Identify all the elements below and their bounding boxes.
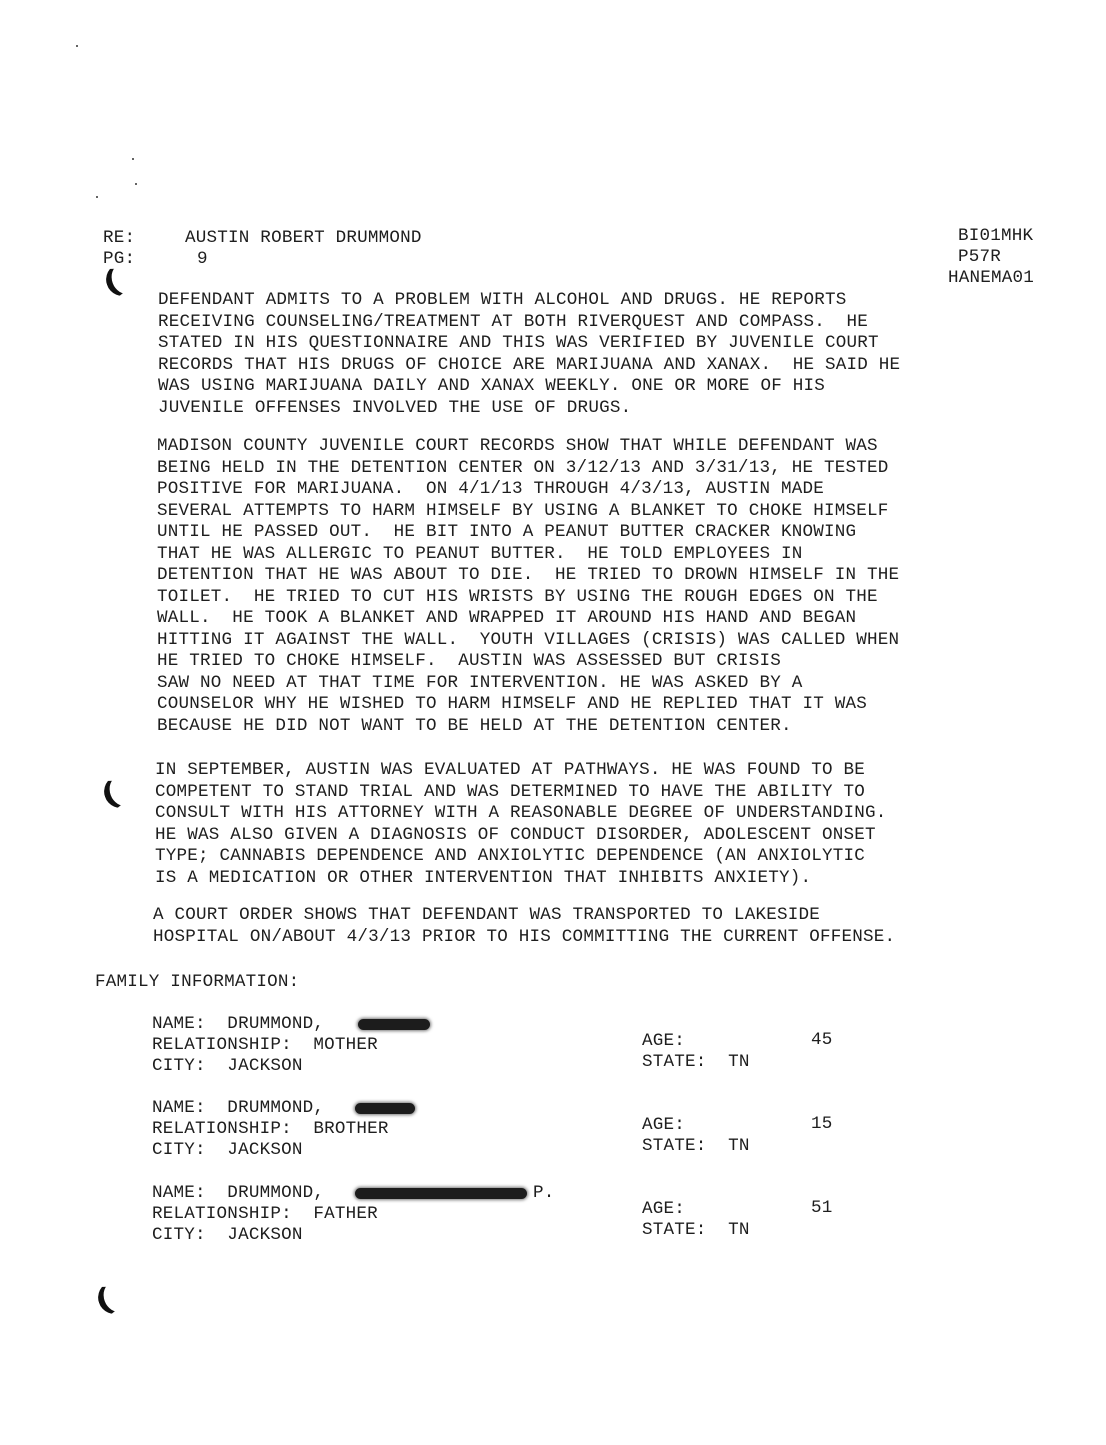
text-line: DEFENDANT ADMITS TO A PROBLEM WITH ALCOHOL AND DRUGS. HE REPORTS: [158, 290, 847, 310]
punch-hole-mark: [93, 1275, 138, 1319]
member-city: CITY: JACKSON: [152, 1056, 303, 1076]
text-line: BECAUSE HE DID NOT WANT TO BE HELD AT THE DETENTION CENTER.: [157, 715, 792, 736]
member-name-suffix: P.: [533, 1183, 555, 1203]
text-line: HITTING IT AGAINST THE WALL. YOUTH VILLAGES (CRISIS) WAS CALLED WHEN: [157, 629, 900, 650]
member-name: NAME: DRUMMOND,: [152, 1183, 325, 1203]
case-code-2: P57R: [958, 247, 1002, 267]
member-state: STATE: TN: [642, 1052, 750, 1072]
member-age: 45: [811, 1030, 833, 1050]
member-relationship: RELATIONSHIP: FATHER: [152, 1204, 378, 1224]
text-line: SAW NO NEED AT THAT TIME FOR INTERVENTION. HE WAS ASKED BY A: [157, 672, 803, 693]
text-line: TOILET. HE TRIED TO CUT HIS WRISTS BY USING THE ROUGH EDGES ON THE: [157, 586, 878, 607]
page-number: 9: [197, 249, 208, 269]
text-line: JUVENILE OFFENSES INVOLVED THE USE OF DRUGS.: [158, 397, 632, 418]
redaction-mark: [358, 1019, 430, 1030]
member-name: NAME: DRUMMOND,: [152, 1098, 325, 1118]
paragraph-court-order: [153, 905, 895, 948]
age-label: AGE:: [642, 1031, 686, 1051]
re-label: RE:: [103, 228, 136, 248]
text-line: THAT HE WAS ALLERGIC TO PEANUT BUTTER. HE TOLD EMPLOYEES IN: [157, 543, 803, 564]
family-member-father: [152, 1183, 378, 1246]
scan-speck: [96, 196, 98, 198]
text-line: BEING HELD IN THE DETENTION CENTER ON 3/12/13 AND 3/31/13, HE TESTED: [157, 457, 889, 478]
text-line: WAS USING MARIJUANA DAILY AND XANAX WEEKLY. ONE OR MORE OF HIS: [158, 376, 825, 396]
member-age: 15: [811, 1114, 833, 1134]
member-city: CITY: JACKSON: [152, 1140, 303, 1160]
member-relationship: RELATIONSHIP: BROTHER: [152, 1119, 389, 1139]
redaction-mark: [355, 1188, 527, 1199]
family-info-heading: FAMILY INFORMATION:: [95, 972, 300, 992]
family-member-mother: [152, 1014, 378, 1077]
pg-label: PG:: [103, 249, 136, 269]
age-label: AGE:: [642, 1115, 686, 1135]
paragraph-detention-record: [157, 436, 899, 737]
member-age: 51: [811, 1198, 833, 1218]
member-state: STATE: TN: [642, 1220, 750, 1240]
text-line: HE TRIED TO CHOKE HIMSELF. AUSTIN WAS ASSESSED BUT CRISIS: [157, 651, 781, 671]
text-line: MADISON COUNTY JUVENILE COURT RECORDS SHOW THAT WHILE DEFENDANT WAS: [157, 436, 878, 456]
text-line: A COURT ORDER SHOWS THAT DEFENDANT WAS TRANSPORTED TO LAKESIDE: [153, 905, 820, 925]
member-city: CITY: JACKSON: [152, 1225, 303, 1245]
text-line: RECEIVING COUNSELING/TREATMENT AT BOTH RIVERQUEST AND COMPASS. HE: [158, 311, 869, 332]
text-line: UNTIL HE PASSED OUT. HE BIT INTO A PEANUT BUTTER CRACKER KNOWING: [157, 522, 857, 542]
re-name: AUSTIN ROBERT DRUMMOND: [185, 228, 422, 248]
text-line: CONSULT WITH HIS ATTORNEY WITH A REASONABLE DEGREE OF UNDERSTANDING.: [155, 803, 887, 823]
paragraph-substance-use: [158, 290, 900, 419]
text-line: IS A MEDICATION OR OTHER INTERVENTION THAT INHIBITS ANXIETY).: [155, 867, 812, 888]
text-line: DETENTION THAT HE WAS ABOUT TO DIE. HE TRIED TO DROWN HIMSELF IN THE: [157, 565, 900, 585]
member-relationship: RELATIONSHIP: MOTHER: [152, 1035, 378, 1055]
text-line: COMPETENT TO STAND TRIAL AND WAS DETERMINED TO HAVE THE ABILITY TO: [155, 781, 866, 802]
paragraph-evaluation: [155, 760, 887, 889]
family-member-brother-details: [642, 1115, 750, 1157]
redaction-mark: [355, 1103, 415, 1114]
family-member-father-details: [642, 1199, 750, 1241]
text-line: POSITIVE FOR MARIJUANA. ON 4/1/13 THROUGH 4/3/13, AUSTIN MADE: [157, 479, 824, 499]
family-member-brother: [152, 1098, 389, 1161]
text-line: TYPE; CANNABIS DEPENDENCE AND ANXIOLYTIC DEPENDENCE (AN ANXIOLYTIC: [155, 846, 866, 866]
text-line: WALL. HE TOOK A BLANKET AND WRAPPED IT AROUND HIS HAND AND BEGAN: [157, 608, 857, 628]
member-state: STATE: TN: [642, 1136, 750, 1156]
case-code-1: BI01MHK: [958, 226, 1034, 246]
age-label: AGE:: [642, 1199, 686, 1219]
punch-hole-mark: [99, 769, 144, 813]
text-line: HOSPITAL ON/ABOUT 4/3/13 PRIOR TO HIS COMMITTING THE CURRENT OFFENSE.: [153, 926, 896, 947]
text-line: IN SEPTEMBER, AUSTIN WAS EVALUATED AT PATHWAYS. HE WAS FOUND TO BE: [155, 760, 866, 780]
text-line: STATED IN HIS QUESTIONNAIRE AND THIS WAS VERIFIED BY JUVENILE COURT: [158, 333, 879, 353]
scan-speck: [132, 158, 134, 160]
scan-speck: [135, 183, 137, 185]
text-line: HE WAS ALSO GIVEN A DIAGNOSIS OF CONDUCT DISORDER, ADOLESCENT ONSET: [155, 824, 876, 845]
text-line: COUNSELOR WHY HE WISHED TO HARM HIMSELF AND HE REPLIED THAT IT WAS: [157, 694, 868, 714]
text-line: SEVERAL ATTEMPTS TO HARM HIMSELF BY USING A BLANKET TO CHOKE HIMSELF: [157, 500, 889, 521]
case-code-3: HANEMA01: [948, 268, 1035, 288]
scan-speck: [76, 45, 78, 47]
text-line: RECORDS THAT HIS DRUGS OF CHOICE ARE MARIJUANA AND XANAX. HE SAID HE: [158, 354, 901, 375]
member-name: NAME: DRUMMOND,: [152, 1014, 325, 1034]
family-member-mother-details: [642, 1031, 750, 1073]
